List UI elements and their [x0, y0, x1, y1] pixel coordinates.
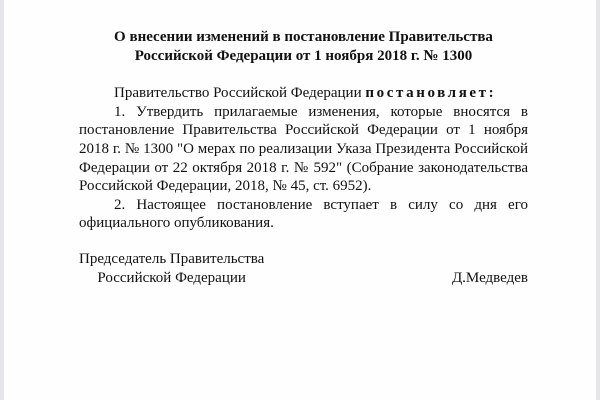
- document-page: [4, 0, 596, 400]
- title-line-2: Российской Федерации от 1 ноября 2018 г. № 1300: [134, 47, 473, 64]
- preamble: [79, 84, 528, 103]
- signature-block: [79, 250, 528, 287]
- signatory-position: [79, 250, 264, 287]
- paragraph-1: 1. Утвердить прилагаемые изменения, которые вносятся в постановление Правительства Российской Федерации от 1 ноября 2018 г. № 1300 "О мерах по реализации Указа Президента Российской Федерации от 22 октября 2018 г. № 592" (Собрание законодательства Российской Федерации, 2018, № 45, ст. 6952).: [79, 103, 528, 195]
- preamble-emphasis: постановляет:: [365, 85, 497, 102]
- title-line-1: О внесении изменений в постановление Правительства: [114, 29, 493, 45]
- preamble-text: Правительство Российской Федерации: [114, 85, 366, 102]
- signatory-name: Д.Медведев: [451, 269, 528, 286]
- paragraph-2: 2. Настоящее постановление вступает в силу со дня его официального опубликования.: [79, 196, 528, 232]
- document-title: [79, 28, 528, 65]
- position-line-1: Председатель Правительства: [79, 251, 265, 267]
- position-line-2: Российской Федерации: [97, 269, 246, 286]
- document-body: [79, 28, 528, 233]
